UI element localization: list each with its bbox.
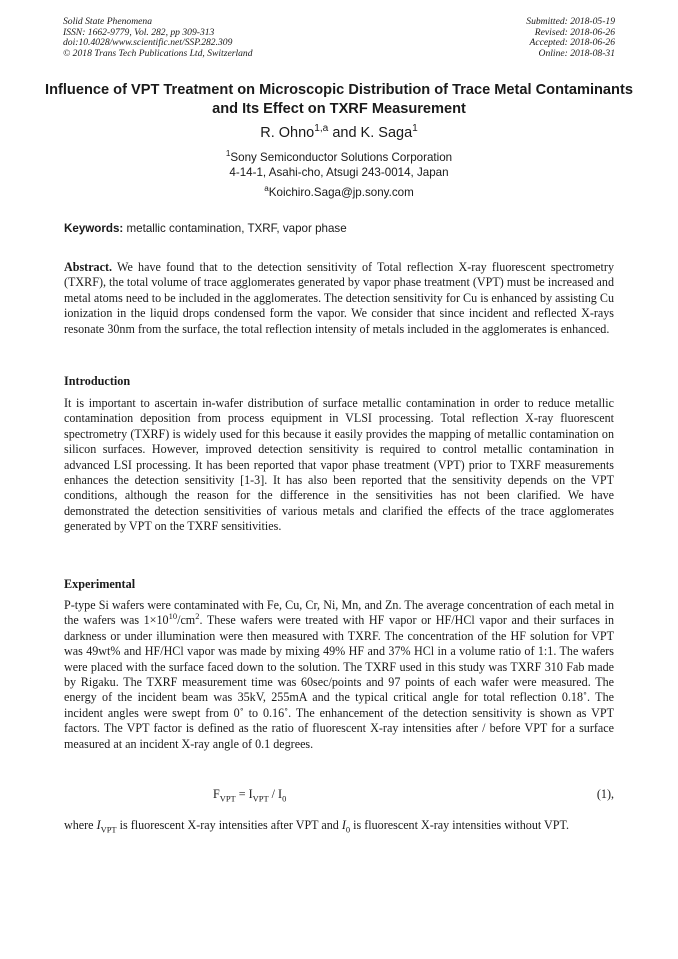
equation-body: [213, 787, 286, 802]
author-name: K. Saga: [360, 125, 413, 141]
variable-subscript: VPT: [100, 824, 117, 835]
experimental-heading: Experimental: [64, 577, 136, 591]
affiliation: [0, 150, 678, 180]
eq-subscript: 0: [282, 793, 287, 804]
exponent: 10: [168, 611, 178, 622]
email-line: [0, 185, 678, 200]
online-date: Online: 2018-08-31: [538, 47, 615, 59]
author-line: [0, 124, 678, 142]
keywords-text: metallic contamination, TXRF, vapor phase: [123, 222, 347, 235]
equation-number: (1),: [596, 787, 614, 801]
abstract-text: We have found that to the detection sensitivity of Total reflection X-ray fluorescent spectrometry (TXRF), the total volume of trace agglomerates generated by vapor phase treatment (VPT) must be increased and metal atoms need to be included in the agglomerates. The detection sensitivity for Cu is enhanced by assisting Cu ionization in the liquid drops condensed form the vapor. We consider that since incident and reflected X-rays resonate 30nm from the surface, the total reflection intensity of metals included in the agglomerates is enhanced.: [64, 260, 614, 336]
issn: ISSN: 1662-9779, Vol. 282, pp 309-313: [63, 26, 215, 38]
journal-info: [63, 17, 253, 59]
affiliation-mark: 1: [225, 149, 231, 159]
eq-symbol: = I: [235, 787, 253, 801]
exponent: 2: [195, 611, 200, 622]
author-name: R. Ohno: [260, 125, 315, 141]
submission-dates: [526, 17, 615, 59]
affiliation-org: Sony Semiconductor Solutions Corporation: [230, 151, 453, 164]
eq-subscript: VPT: [219, 793, 236, 804]
revised-date: Revised: 2018-06-26: [534, 26, 615, 38]
author-conjunction: and: [328, 125, 361, 141]
experimental-text: [64, 598, 614, 752]
variable: I: [341, 818, 346, 832]
submitted-date: Submitted: 2018-05-19: [526, 16, 615, 27]
email-mark: a: [264, 184, 269, 194]
eq-symbol: F: [213, 787, 220, 801]
author-affiliation-mark: 1,a: [314, 123, 329, 135]
copyright: © 2018 Trans Tech Publications Ltd, Switzerland: [63, 47, 253, 59]
affiliation-address: 4-14-1, Asahi-cho, Atsugi 243-0014, Japan: [229, 166, 449, 179]
introduction-text: It is important to ascertain in-wafer distribution of surface metallic contamination in order to reduce metallic contamination deposition from process equipment in VLSI processing. Total reflection X-ray fluorescent spectrometry (TXRF) is widely used for this because it easily provides the mapping of metallic contamination on silicon surfaces. However, improved detection sensitivity is required to control metallic contamination in advanced LSI processing. It has been reported that vapor phase treatment (VPT) prior to TXRF measurements enhances the detection sensitivity [1-3]. It has also been reported that the sensitivity depends on the VPT conditions, although the reason for the difference in the sensitivities has not been clarified. We have demonstrated the detection sensitivities of various metals and clarified the effects of the trace agglomerates generated by VPT on the TXRF sensitivities.: [64, 396, 614, 534]
abstract-label: Abstract.: [64, 260, 113, 274]
doi: doi:10.4028/www.scientific.net/SSP.282.309: [63, 37, 233, 49]
experimental-text-part: /cm: [177, 613, 196, 628]
text-part: is fluorescent X-ray intensities without VPT.: [350, 818, 570, 832]
keywords-label: Keywords:: [64, 222, 124, 235]
eq-symbol: / I: [268, 787, 283, 801]
equation-explanation: [64, 818, 614, 833]
paper-title: Influence of VPT Treatment on Microscopic Distribution of Trace Metal Contaminants and Its Effect on TXRF Measurement: [45, 82, 633, 117]
accepted-date: Accepted: 2018-06-26: [529, 37, 615, 49]
author-affiliation-mark: 1: [412, 123, 418, 135]
text-part: is fluorescent X-ray intensities after VPT and: [116, 818, 342, 832]
eq-subscript: VPT: [252, 793, 269, 804]
journal-name: Solid State Phenomena: [63, 16, 152, 27]
equation-1: [64, 787, 614, 803]
author-email[interactable]: Koichiro.Saga@jp.sony.com: [268, 186, 414, 199]
experimental-text-part: P-type Si wafers were contaminated with Fe, Cu, Cr, Ni, Mn, and Zn. The average concentration of each metal in the wafers was 1×10: [64, 598, 614, 628]
variable-subscript: 0: [345, 824, 351, 835]
variable: I: [96, 818, 101, 832]
experimental-text-part: . These wafers were treated with HF vapor or HF/HCl vapor and their surfaces in darkness or under illumination were then measured with TXRF. The concentration of the HF solution for VPT was 49wt% and HF/HCl vapor was made by mixing 49% HF and 37% HCl in a volume ratio of 1:1. The wafers were placed with the surface faced down to the solution. The TXRF used in this study was TXRF 310 Fab made by Rigaku. The TXRF measurement time was 60sec/points and 97 points of each wafer were measured. The energy of the incident beam was 35kV, 255mA and the typical critical angle for total reflection 0.18˚. The incident angles were swept from 0˚ to 0.16˚. The enhancement of the detection sensitivity is shown as VPT factors. The VPT factor is defined as the ratio of fluorescent X-ray intensities after / before VPT for a surface measured at an incident X-ray angle of 0.1 degrees.: [64, 613, 614, 751]
abstract: [64, 260, 614, 337]
text-part: where: [64, 818, 97, 832]
keywords: [64, 221, 616, 236]
introduction-heading: Introduction: [64, 374, 131, 388]
